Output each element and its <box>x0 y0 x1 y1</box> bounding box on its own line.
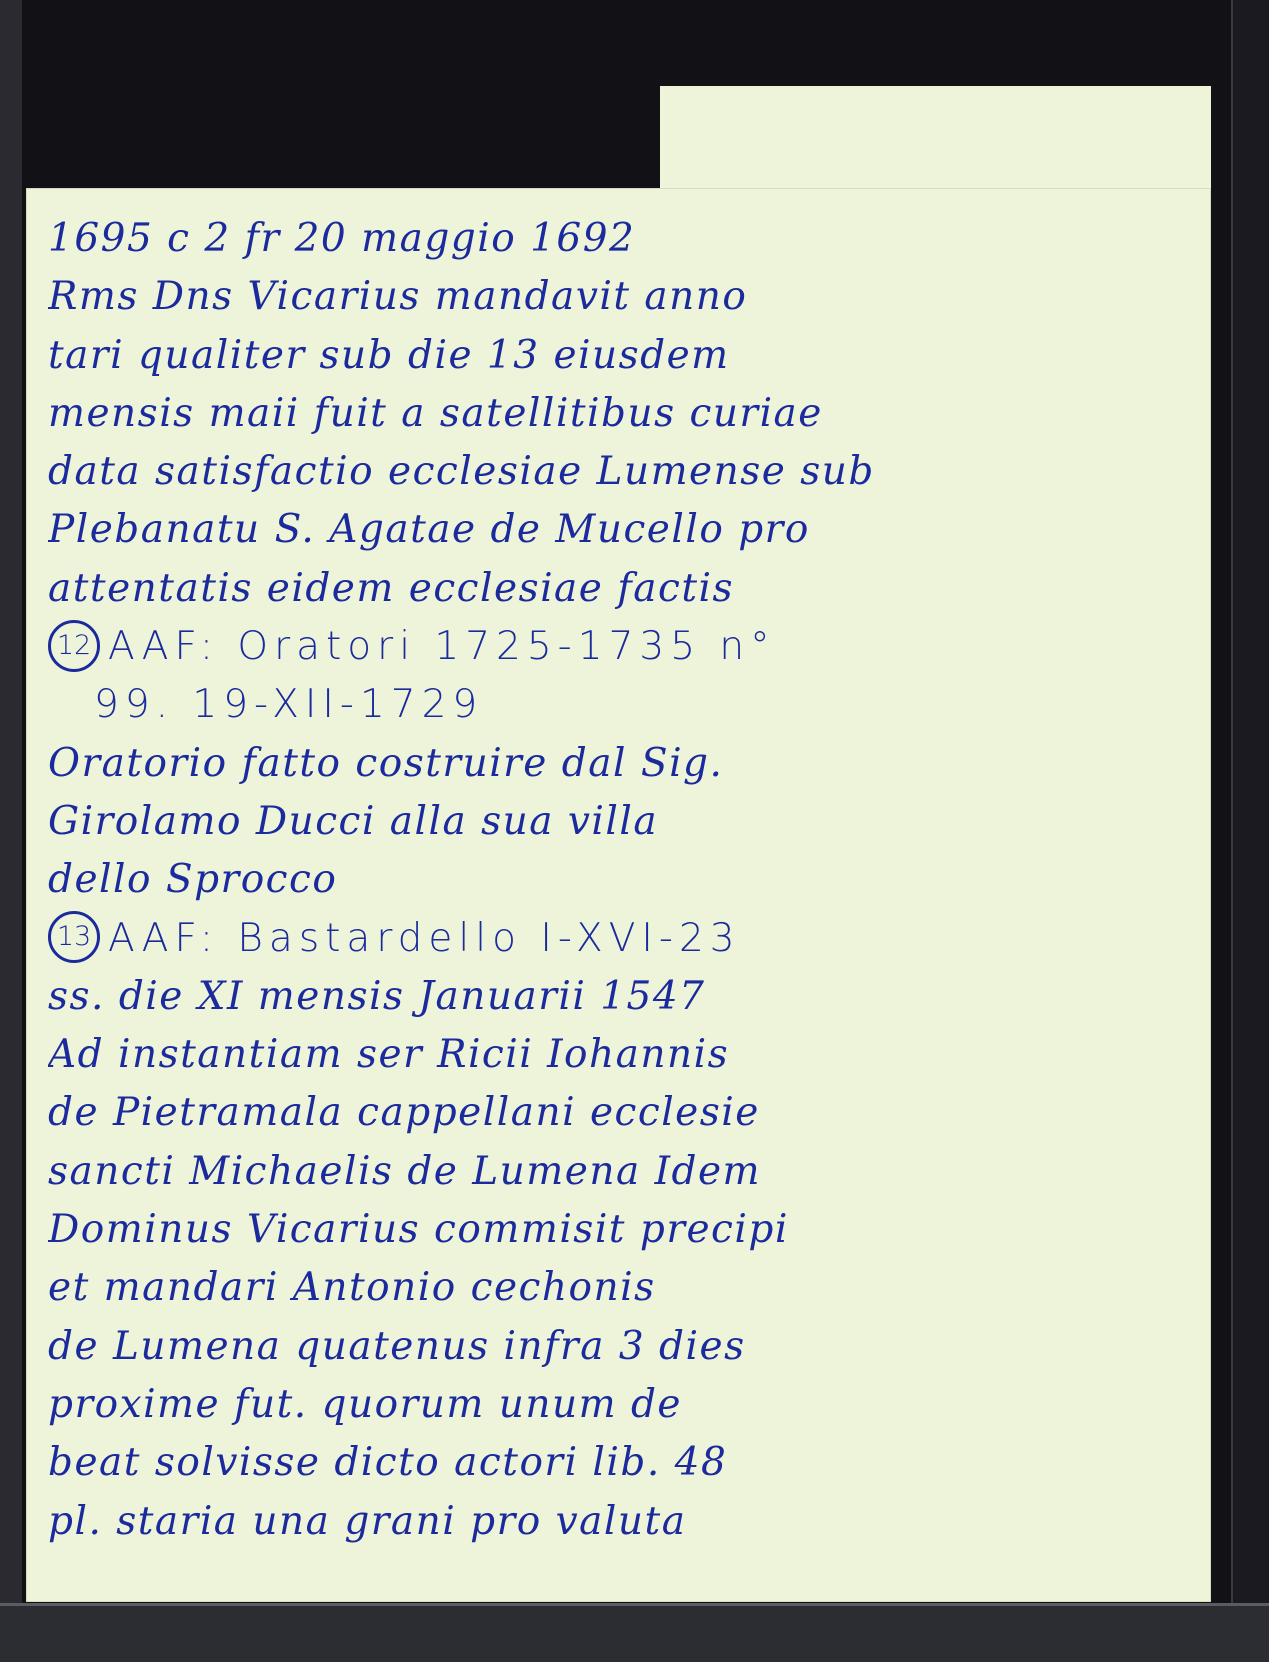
handwritten-line-text: AAF: Oratori 1725-1735 n° <box>108 624 776 670</box>
handwritten-line <box>48 618 1198 676</box>
handwritten-line-text: proxime fut. quorum unum de <box>48 1381 683 1427</box>
handwritten-line-text: pl. staria una grani pro valuta <box>48 1498 687 1544</box>
handwritten-line <box>48 210 1198 268</box>
handwritten-line-text: ss. die XI mensis Januarii 1547 <box>48 973 706 1019</box>
handwritten-line-text: AAF: Bastardello I-XVI-23 <box>108 915 741 961</box>
handwritten-line-text: Dominus Vicarius commisit precipi <box>48 1207 789 1253</box>
handwritten-line-text: Plebanatu S. Agatae de Mucello pro <box>48 507 810 553</box>
handwritten-line <box>48 968 1198 1026</box>
handwritten-line-text: de Lumena quatenus infra 3 dies <box>48 1323 746 1369</box>
handwritten-line <box>48 1318 1198 1376</box>
index-card <box>26 188 1211 1602</box>
handwritten-line-text: tari qualiter sub die 13 eiusdem <box>48 332 730 378</box>
handwritten-line <box>48 1201 1198 1259</box>
handwritten-line <box>48 851 1198 909</box>
handwritten-line <box>48 1084 1198 1142</box>
handwritten-line <box>48 1434 1198 1492</box>
handwritten-line-text: Girolamo Ducci alla sua villa <box>48 798 659 844</box>
handwritten-line-text: mensis maii fuit a satellitibus curiae <box>48 390 823 436</box>
handwritten-line <box>48 501 1198 559</box>
handwritten-line <box>48 793 1198 851</box>
handwritten-line-text: Oratorio fatto costruire dal Sig. <box>48 740 724 786</box>
handwritten-line <box>48 385 1198 443</box>
handwritten-line-text: 1695 c 2 fr 20 maggio 1692 <box>48 216 636 261</box>
handwritten-line <box>48 735 1198 793</box>
handwritten-line <box>48 560 1198 618</box>
handwritten-line-text: et mandari Antonio cechonis <box>48 1265 656 1311</box>
handwritten-line <box>48 676 1198 734</box>
handwritten-line <box>48 1376 1198 1434</box>
circled-note-number: 12 <box>48 620 100 672</box>
handwritten-line-text: dello Sprocco <box>48 857 338 903</box>
handwritten-line <box>48 1026 1198 1084</box>
handwritten-line-text: data satisfactio ecclesiae Lumense sub <box>48 449 875 495</box>
handwritten-line-text: sancti Michaelis de Lumena Idem <box>48 1148 762 1194</box>
handwritten-line <box>48 1493 1198 1551</box>
circled-note-number: 13 <box>48 911 100 963</box>
handwritten-line <box>48 268 1198 326</box>
handwritten-line-text: de Pietramala cappellani ecclesie <box>48 1090 760 1136</box>
handwritten-line <box>48 1143 1198 1201</box>
handwritten-notes <box>48 210 1198 1551</box>
handwritten-line <box>48 910 1198 968</box>
handwritten-line <box>48 327 1198 385</box>
handwritten-line-text: beat solvisse dicto actori lib. 48 <box>48 1440 728 1486</box>
handwritten-line-text: Rms Dns Vicarius mandavit anno <box>48 274 748 320</box>
handwritten-line-text: attentatis eidem ecclesiae factis <box>48 565 734 611</box>
scan-bottom-strip <box>0 1603 1269 1662</box>
handwritten-line-text: 99. 19-XII-1729 <box>94 682 484 728</box>
handwritten-line-text: Ad instantiam ser Ricii Iohannis <box>48 1032 730 1078</box>
scan-frame-right-edge <box>1231 0 1269 1662</box>
scan-frame-left-edge <box>0 0 22 1662</box>
handwritten-line <box>48 1259 1198 1317</box>
handwritten-line <box>48 443 1198 501</box>
